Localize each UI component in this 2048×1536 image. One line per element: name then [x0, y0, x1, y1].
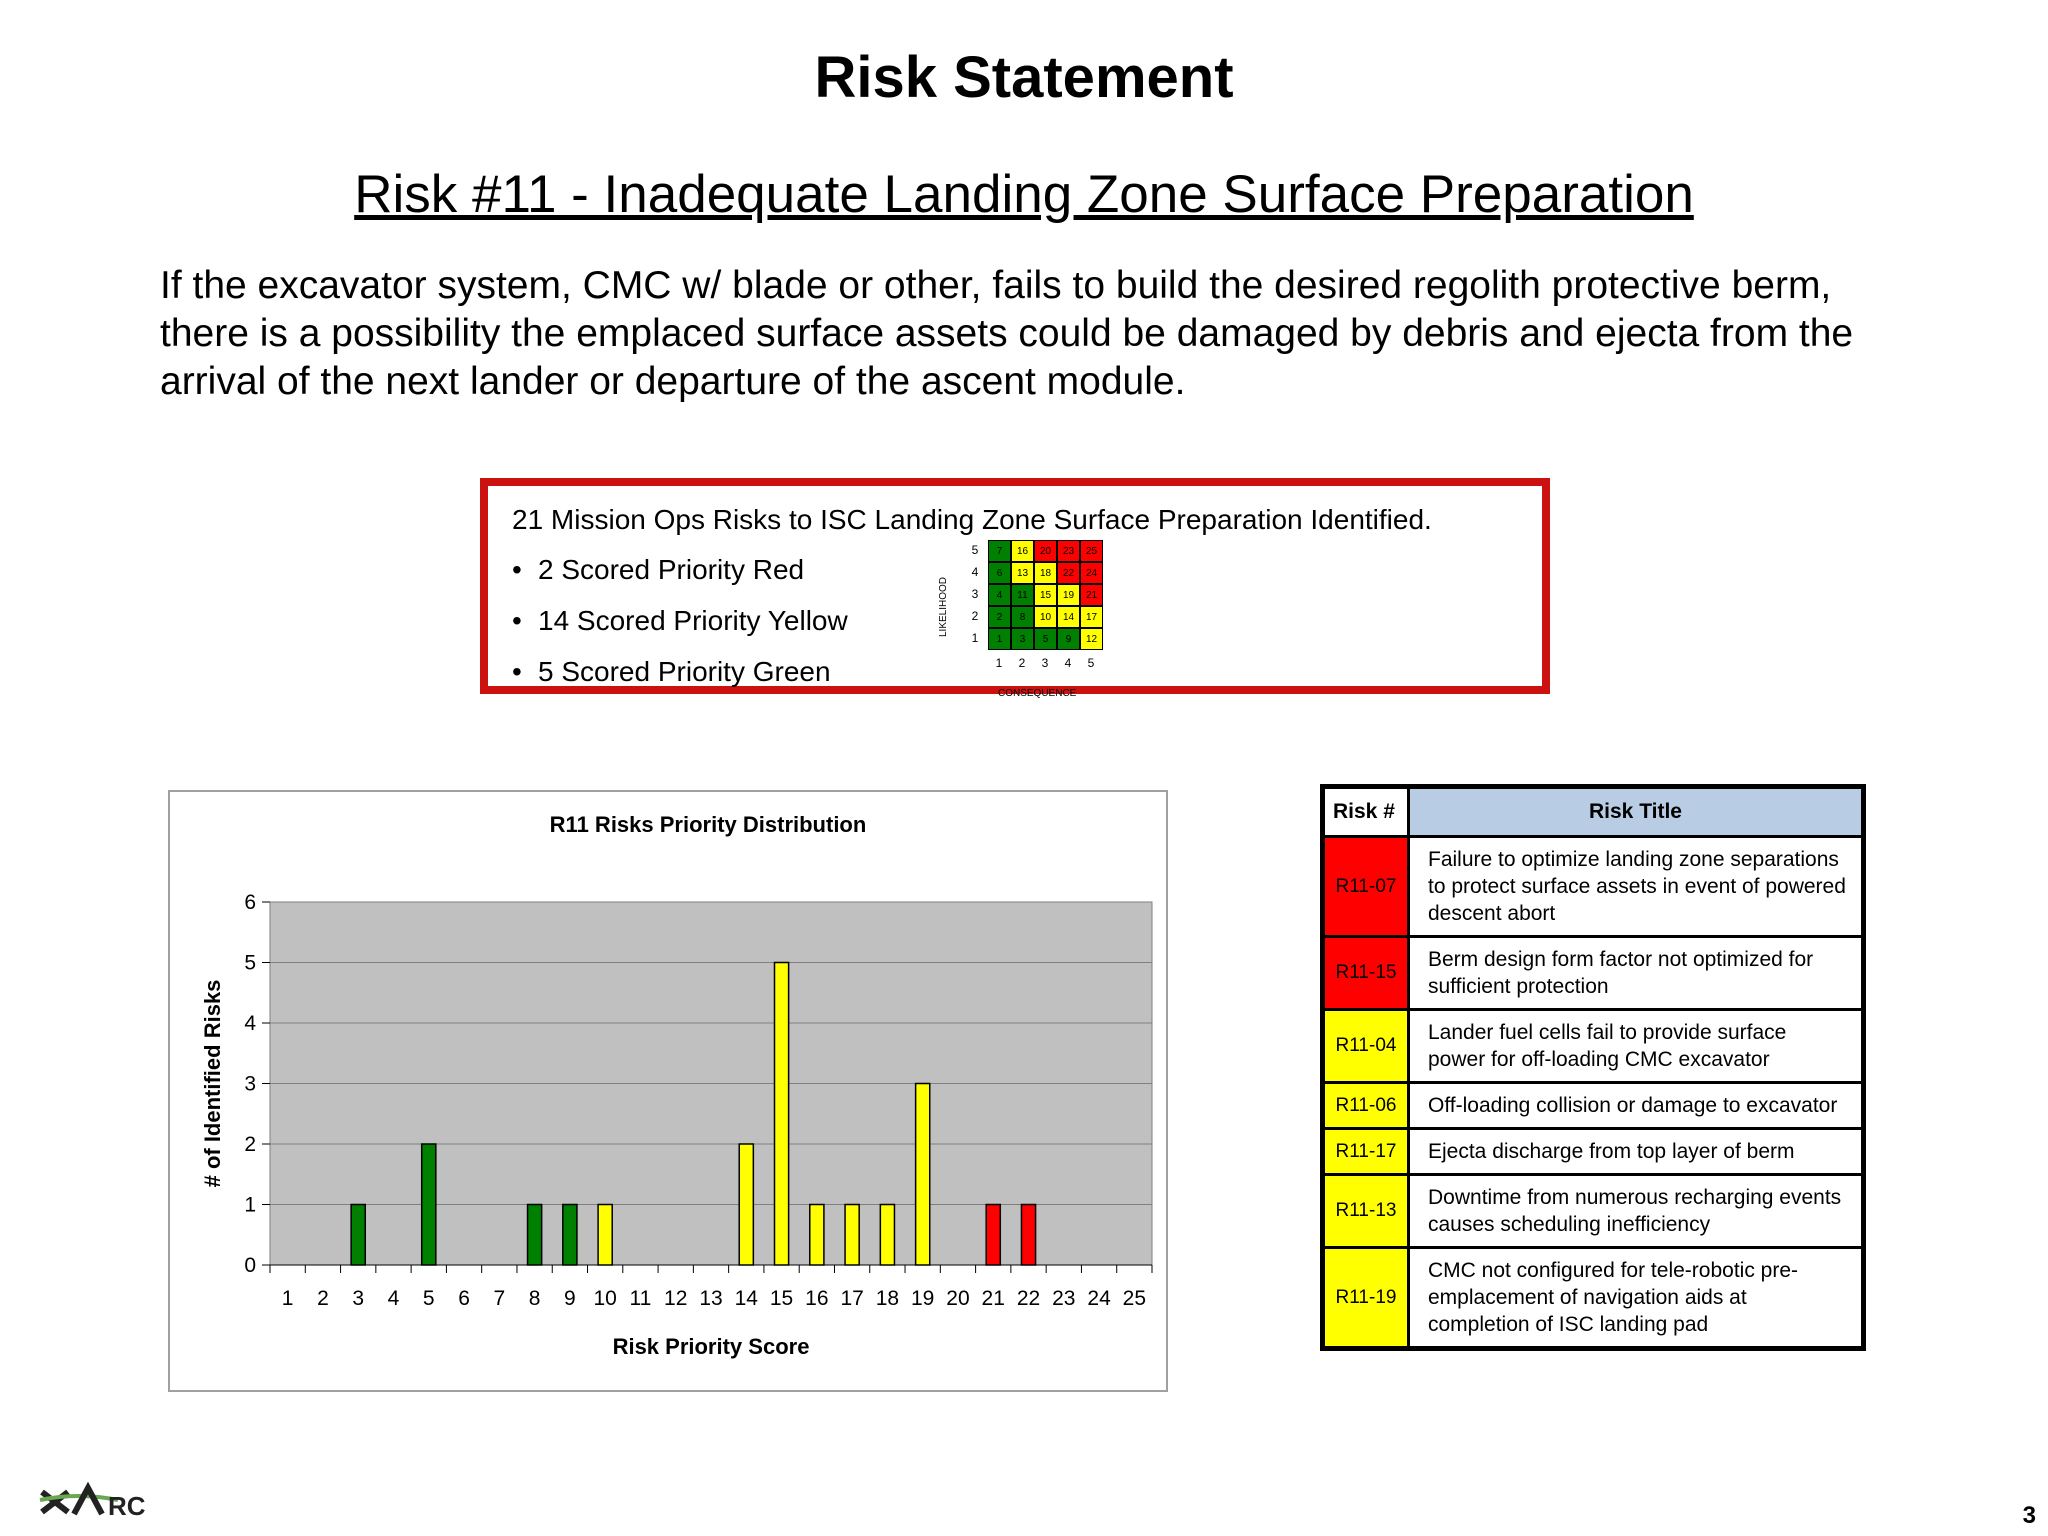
- matrix-consequence-tick: 1: [995, 656, 1003, 670]
- summary-bullet: [512, 554, 804, 586]
- table-row: [1323, 937, 1864, 1010]
- x-tick-label: 1: [281, 1287, 294, 1310]
- matrix-cell: 18: [1034, 562, 1057, 584]
- matrix-cell: 13: [1011, 562, 1034, 584]
- x-tick-label: 3: [352, 1287, 365, 1310]
- risk-title-cell: Downtime from numerous recharging events causes scheduling inefficiency: [1409, 1175, 1864, 1248]
- matrix-likelihood-tick: 1: [971, 631, 979, 645]
- table-row: [1323, 1083, 1864, 1129]
- x-tick-label: 23: [1052, 1287, 1076, 1310]
- x-tick-label: 9: [564, 1287, 576, 1310]
- matrix-cell: 23: [1057, 540, 1080, 562]
- risk-table-container: [1320, 784, 1866, 1351]
- matrix-cell: 21: [1080, 584, 1103, 606]
- statement-line: there is a possibility the emplaced surface assets could be damaged by debris and ejecta from the: [160, 312, 1854, 355]
- matrix-cell: 2: [988, 606, 1011, 628]
- bar: [351, 1205, 365, 1266]
- matrix-consequence-label: CONSEQUENCE: [998, 688, 1077, 699]
- x-tick-label: 19: [911, 1287, 935, 1310]
- matrix-cell: 15: [1034, 584, 1057, 606]
- bar: [739, 1144, 753, 1265]
- matrix-cell: 22: [1057, 562, 1080, 584]
- x-axis-title: Risk Priority Score: [612, 1334, 810, 1359]
- matrix-likelihood-tick: 2: [971, 609, 979, 623]
- x-tick-label: 22: [1016, 1287, 1041, 1310]
- matrix-cell: 5: [1034, 628, 1057, 650]
- bullet-glyph: •: [512, 554, 522, 585]
- risk-id-cell: R11-04: [1323, 1010, 1409, 1083]
- x-tick-label: 5: [422, 1287, 435, 1310]
- table-row: [1323, 1129, 1864, 1175]
- logo-rc-text: RC: [108, 1491, 146, 1521]
- risk-id-header: Risk #: [1323, 787, 1409, 837]
- x-tick-label: 12: [664, 1287, 688, 1310]
- matrix-cell: 8: [1011, 606, 1034, 628]
- matrix-likelihood-tick: 5: [971, 543, 979, 557]
- matrix-cell: 3: [1011, 628, 1034, 650]
- matrix-cell: 25: [1080, 540, 1103, 562]
- x-tick-label: 20: [946, 1287, 970, 1310]
- risk-title-cell: CMC not configured for tele-robotic pre-emplacement of navigation aids at completion of ISC landing pad: [1409, 1248, 1864, 1349]
- table-row: [1323, 837, 1864, 937]
- bullet-glyph: •: [512, 656, 522, 687]
- y-tick-label: 5: [244, 951, 256, 975]
- summary-bullet: [512, 656, 831, 688]
- matrix-likelihood-tick: 4: [971, 565, 979, 579]
- bullet-glyph: •: [512, 605, 522, 636]
- matrix-cell: 11: [1011, 584, 1034, 606]
- x-tick-label: 10: [593, 1287, 617, 1310]
- x-tick-label: 8: [528, 1287, 541, 1310]
- chart-title: R11 Risks Priority Distribution: [549, 812, 867, 837]
- table-row: [1323, 1248, 1864, 1349]
- y-tick-label: 3: [244, 1072, 256, 1096]
- summary-bullet-text: 5 Scored Priority Green: [538, 656, 831, 687]
- matrix-cell: 7: [988, 540, 1011, 562]
- y-tick-label: 4: [244, 1012, 256, 1035]
- bar: [916, 1084, 930, 1266]
- xarc-logo: [38, 1478, 198, 1528]
- y-tick-label: 2: [244, 1133, 256, 1156]
- risk-title-cell: Failure to optimize landing zone separations to protect surface assets in event of powered descent abort: [1409, 837, 1864, 937]
- matrix-consequence-tick: 5: [1087, 656, 1095, 670]
- summary-bullet-text: 2 Scored Priority Red: [538, 554, 805, 585]
- matrix-cell: 6: [988, 562, 1011, 584]
- risk-id-cell: R11-13: [1323, 1175, 1409, 1248]
- bar: [880, 1205, 894, 1266]
- bar: [598, 1205, 612, 1266]
- risk-title-header: Risk Title: [1409, 787, 1864, 837]
- risk-summary-box: [480, 478, 1550, 699]
- x-tick-label: 24: [1087, 1287, 1111, 1310]
- matrix-cell: 10: [1034, 606, 1057, 628]
- risk-id-cell: R11-17: [1323, 1129, 1409, 1175]
- risk-title-cell: Off-loading collision or damage to excavator: [1409, 1083, 1864, 1129]
- x-tick-label: 18: [875, 1287, 900, 1310]
- bar: [1021, 1205, 1035, 1266]
- bar: [422, 1144, 436, 1265]
- risk-id-cell: R11-19: [1323, 1248, 1409, 1349]
- x-tick-label: 17: [840, 1287, 864, 1310]
- matrix-likelihood-label: LIKELIHOOD: [938, 576, 949, 637]
- risk-table: [1320, 784, 1866, 1351]
- matrix-consequence-tick: 3: [1041, 656, 1049, 670]
- table-row: [1323, 1175, 1864, 1248]
- risk-title-cell: Ejecta discharge from top layer of berm: [1409, 1129, 1864, 1175]
- x-tick-label: 16: [805, 1287, 829, 1310]
- statement-line: arrival of the next lander or departure of the ascent module.: [160, 360, 1186, 403]
- y-tick-label: 6: [244, 891, 256, 914]
- matrix-consequence-tick: 4: [1064, 656, 1072, 670]
- matrix-cell: 14: [1057, 606, 1080, 628]
- summary-bullet-text: 14 Scored Priority Yellow: [538, 605, 848, 636]
- matrix-cell: 1: [988, 628, 1011, 650]
- y-tick-label: 1: [244, 1193, 256, 1217]
- matrix-cell: 12: [1080, 628, 1103, 650]
- logo-a-mark: [74, 1488, 102, 1514]
- matrix-cell: 20: [1034, 540, 1057, 562]
- priority-distribution-chart: [168, 790, 1168, 1392]
- x-tick-label: 14: [734, 1287, 758, 1310]
- x-tick-label: 15: [769, 1287, 794, 1310]
- summary-heading: 21 Mission Ops Risks to ISC Landing Zone Surface Preparation Identified.: [512, 504, 1432, 535]
- bar: [986, 1205, 1000, 1266]
- bar: [775, 963, 789, 1266]
- matrix-consequence-tick: 2: [1018, 656, 1026, 670]
- x-tick-label: 25: [1122, 1287, 1147, 1310]
- x-tick-label: 6: [458, 1287, 470, 1310]
- y-tick-label: 0: [244, 1254, 256, 1277]
- page-number: 3: [2022, 1502, 2036, 1529]
- matrix-cell: 4: [988, 584, 1011, 606]
- bar: [845, 1205, 859, 1266]
- summary-bullet: [512, 605, 848, 637]
- risk-id-cell: R11-07: [1323, 837, 1409, 937]
- risk-statement: [160, 262, 1920, 406]
- risk-title-cell: Berm design form factor not optimized for sufficient protection: [1409, 937, 1864, 1010]
- matrix-cell: 24: [1080, 562, 1103, 584]
- x-tick-label: 2: [317, 1287, 329, 1310]
- risk-id-cell: R11-15: [1323, 937, 1409, 1010]
- risk-matrix: [938, 532, 1238, 702]
- matrix-cell: 19: [1057, 584, 1080, 606]
- risk-subtitle: Risk #11 - Inadequate Landing Zone Surface Preparation: [354, 165, 1694, 224]
- x-tick-label: 11: [629, 1287, 652, 1310]
- slide-title: Risk Statement: [814, 45, 1234, 110]
- matrix-likelihood-tick: 3: [971, 587, 979, 601]
- y-axis-title: # of Identified Risks: [200, 979, 225, 1188]
- bar: [810, 1205, 824, 1266]
- risk-table-header: [1323, 787, 1864, 837]
- bar: [528, 1205, 542, 1266]
- risk-id-cell: R11-06: [1323, 1083, 1409, 1129]
- x-tick-label: 7: [493, 1287, 506, 1310]
- bar: [563, 1205, 577, 1266]
- matrix-cell: 9: [1057, 628, 1080, 650]
- matrix-cell: 16: [1011, 540, 1034, 562]
- chart-svg: [170, 792, 1166, 1390]
- statement-line: If the excavator system, CMC w/ blade or other, fails to build the desired regolith protective berm,: [160, 264, 1832, 307]
- x-tick-label: 21: [981, 1287, 1005, 1310]
- x-tick-label: 13: [699, 1287, 723, 1310]
- matrix-cell: 17: [1080, 606, 1103, 628]
- table-row: [1323, 1010, 1864, 1083]
- risk-title-cell: Lander fuel cells fail to provide surface power for off-loading CMC excavator: [1409, 1010, 1864, 1083]
- x-tick-label: 4: [387, 1287, 400, 1310]
